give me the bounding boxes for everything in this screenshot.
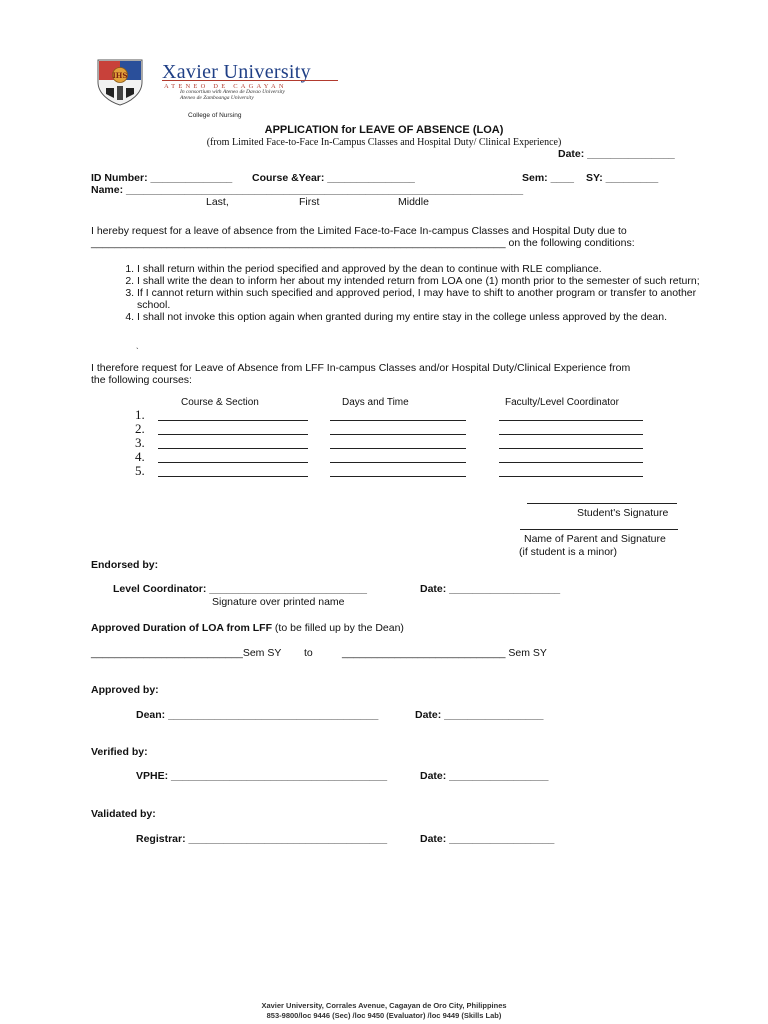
form-subtitle: (from Limited Face-to-Face In-Campus Classes and Hospital Duty/ Clinical Experience)	[206, 137, 562, 148]
signature-over-name-note: Signature over printed name	[212, 596, 345, 608]
verified-by-label: Verified by:	[91, 746, 148, 758]
approved-by-label: Approved by:	[91, 684, 159, 696]
parent-signature-line[interactable]	[520, 529, 678, 530]
footer-address: Xavier University, Corrales Avenue, Cagayan de Oro City, Philippines	[261, 1001, 507, 1010]
request-reason-field[interactable]: _______________________________________________________________________ on the following conditions:	[91, 237, 635, 249]
condition-item: 3. If I cannot return within such specified and approved period, I may have to shift to another program or transfer to another school.	[137, 287, 707, 311]
col-header-faculty: Faculty/Level Coordinator	[505, 397, 619, 408]
faculty-input-4[interactable]	[499, 462, 643, 463]
sy-field[interactable]: SY: _________	[586, 172, 659, 184]
date-field[interactable]: Date: _______________	[558, 148, 675, 160]
validated-by-label: Validated by:	[91, 808, 156, 820]
sem-field[interactable]: Sem: ____	[522, 172, 574, 184]
college-name: College of Nursing	[188, 112, 242, 119]
form-title: APPLICATION for LEAVE OF ABSENCE (LOA)	[264, 124, 504, 136]
dean-date-field[interactable]: Date: _________________	[415, 709, 544, 721]
faculty-input-5[interactable]	[499, 476, 643, 477]
faculty-input-1[interactable]	[499, 420, 643, 421]
col-header-course: Course & Section	[181, 397, 259, 408]
parent-signature-label: Name of Parent and Signature	[524, 533, 666, 545]
vphe-date-field[interactable]: Date: _________________	[420, 770, 549, 782]
days-input-2[interactable]	[330, 434, 466, 435]
endorsement-date-field[interactable]: Date: ___________________	[420, 583, 561, 595]
approved-duration-note: (to be filled up by the Dean)	[272, 622, 404, 634]
duration-until-field[interactable]: ____________________________ Sem SY	[342, 647, 547, 659]
request-line-1: I hereby request for a leave of absence from the Limited Face-to-Face In-campus Classes and Hospital Duty due to	[91, 225, 627, 237]
condition-item: 4. I shall not invoke this option again when granted during my entire stay in the college unless approved by the dean.	[137, 311, 707, 323]
university-subtitle: ATENEO DE CAGAYAN	[164, 83, 287, 90]
days-input-5[interactable]	[330, 476, 466, 477]
condition-item: 2. I shall write the dean to inform her about my intended return from LOA one (1) month prior to the semester of such return;	[137, 275, 707, 287]
row-number: 2.	[135, 421, 145, 436]
stray-mark: `	[136, 347, 139, 356]
name-middle-label: Middle	[398, 196, 429, 208]
consortium-note: In consortium with Ateneo de Davao University Ateneo de Zamboanga University	[180, 89, 285, 102]
course-input-4[interactable]	[158, 462, 308, 463]
approved-duration-heading	[91, 622, 404, 634]
days-input-3[interactable]	[330, 448, 466, 449]
student-signature-line[interactable]	[527, 503, 677, 504]
row-number: 1.	[135, 407, 145, 422]
svg-text:IHS: IHS	[112, 71, 128, 80]
name-first-label: First	[299, 196, 320, 208]
col-header-days: Days and Time	[342, 397, 409, 408]
row-number: 5.	[135, 463, 145, 478]
header-rule	[162, 80, 338, 81]
course-year-field[interactable]: Course &Year: _______________	[252, 172, 415, 184]
course-input-3[interactable]	[158, 448, 308, 449]
duration-from-field[interactable]: __________________________Sem SY	[91, 647, 282, 659]
conditions-list	[110, 263, 707, 323]
course-input-2[interactable]	[158, 434, 308, 435]
dean-signature-field[interactable]: Dean: ____________________________________	[136, 709, 379, 721]
registrar-signature-field[interactable]: Registrar: __________________________________	[136, 833, 388, 845]
courses-request-line-2: the following courses:	[91, 374, 192, 386]
university-name: Xavier University	[162, 61, 311, 83]
id-number-field[interactable]: ID Number: ______________	[91, 172, 233, 184]
condition-item: 1. I shall return within the period specified and approved by the dean to continue with RLE compliance.	[137, 263, 707, 275]
row-number: 3.	[135, 435, 145, 450]
level-coordinator-field[interactable]: Level Coordinator: ___________________________	[113, 583, 367, 595]
duration-to-label: to	[304, 647, 313, 659]
name-last-label: Last,	[206, 196, 229, 208]
student-signature-label: Student's Signature	[577, 507, 669, 519]
footer-phone: 853-9800/loc 9446 (Sec) /loc 9450 (Evaluator) /loc 9449 (Skills Lab)	[266, 1011, 502, 1020]
row-number: 4.	[135, 449, 145, 464]
days-input-4[interactable]	[330, 462, 466, 463]
registrar-date-field[interactable]: Date: __________________	[420, 833, 555, 845]
faculty-input-3[interactable]	[499, 448, 643, 449]
course-input-1[interactable]	[158, 420, 308, 421]
courses-request-line-1: I therefore request for Leave of Absence from LFF In-campus Classes and/or Hospital Duty/Clinical Experience from	[91, 362, 631, 374]
endorsed-by-label: Endorsed by:	[91, 559, 159, 571]
vphe-signature-field[interactable]: VPHE: _____________________________________	[136, 770, 388, 782]
approved-duration-label: Approved Duration of LOA from LFF	[91, 622, 273, 634]
name-field[interactable]: Name: ____________________________________________________________________	[91, 184, 524, 196]
university-seal-icon	[96, 58, 144, 106]
parent-signature-note: (if student is a minor)	[519, 546, 618, 558]
course-input-5[interactable]	[158, 476, 308, 477]
days-input-1[interactable]	[330, 420, 466, 421]
faculty-input-2[interactable]	[499, 434, 643, 435]
